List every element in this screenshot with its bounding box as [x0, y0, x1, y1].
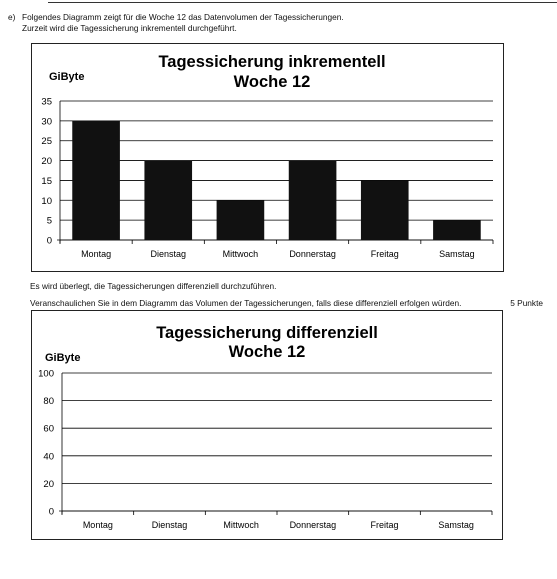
incremental-chart	[31, 43, 504, 272]
chart1-y-tick-label: 35	[41, 96, 52, 108]
chart1-y-tick-label: 30	[41, 116, 52, 128]
chart1-title-line-1: Tagessicherung inkrementell	[158, 53, 386, 71]
differential-chart	[31, 310, 503, 540]
task-label: e)	[8, 12, 16, 22]
chart1-x-tick-label: Freitag	[370, 249, 399, 259]
chart2-title-line-2: Woche 12	[228, 343, 306, 361]
chart1-y-tick-label: 25	[41, 136, 52, 148]
chart2-y-tick-label: 40	[43, 451, 54, 463]
chart2-y-unit: GiByte	[45, 352, 81, 364]
chart2-x-tick-label: Dienstag	[151, 520, 188, 530]
chart1-y-tick-label: 0	[46, 235, 52, 247]
chart1-x-tick-label: Dienstag	[150, 249, 187, 259]
task-intro-line-1: Folgendes Diagramm zeigt für die Woche 12 das Datenvolumen der Tagessicherungen.	[22, 12, 344, 22]
chart2-x-tick-label: Montag	[82, 520, 113, 530]
chart1-x-tick-label: Samstag	[439, 249, 475, 259]
differential-chart-svg	[32, 311, 502, 539]
chart1-x-tick-label: Montag	[81, 249, 112, 259]
chart2-x-tick-label: Samstag	[438, 520, 474, 530]
chart1-x-tick-label: Donnerstag	[289, 249, 336, 259]
chart1-y-tick-label: 15	[41, 175, 52, 187]
chart2-x-tick-label: Freitag	[370, 520, 399, 530]
chart1-bar-dienstag	[144, 161, 192, 240]
chart1-bar-montag	[72, 121, 120, 240]
chart2-x-tick-label: Mittwoch	[223, 520, 259, 530]
points-label: 5 Punkte	[510, 298, 543, 308]
chart1-title-line-2: Woche 12	[233, 73, 311, 91]
chart2-x-tick-label: Donnerstag	[289, 520, 337, 530]
task-instruction-text: Veranschaulichen Sie in dem Diagramm das Volumen der Tagessicherungen, falls diese differenziell erfolgen würden.	[30, 298, 462, 308]
chart2-y-tick-label: 80	[43, 396, 54, 408]
chart1-y-tick-label: 10	[41, 195, 52, 207]
chart2-title-line-1: Tagessicherung differenziell	[156, 324, 378, 342]
chart1-y-tick-label: 20	[41, 156, 52, 168]
incremental-chart-svg	[32, 44, 503, 271]
chart1-y-tick-label: 5	[46, 215, 52, 227]
task-consideration-text: Es wird überlegt, die Tagessicherungen differenziell durchzuführen.	[30, 281, 277, 291]
task-intro-line-2: Zurzeit wird die Tagessicherung inkrementell durchgeführt.	[22, 23, 237, 33]
chart1-bar-mittwoch	[217, 200, 265, 240]
chart1-y-unit: GiByte	[49, 71, 85, 83]
chart1-bar-samstag	[433, 220, 481, 240]
chart2-y-tick-label: 0	[48, 506, 54, 518]
top-page-rule	[24, 0, 534, 4]
chart2-y-tick-label: 60	[43, 423, 54, 435]
chart2-y-tick-label: 20	[43, 478, 54, 490]
chart1-x-tick-label: Mittwoch	[222, 249, 259, 259]
chart1-bar-freitag	[361, 180, 409, 240]
chart1-bar-donnerstag	[289, 161, 337, 240]
chart2-y-tick-label: 100	[38, 368, 54, 380]
